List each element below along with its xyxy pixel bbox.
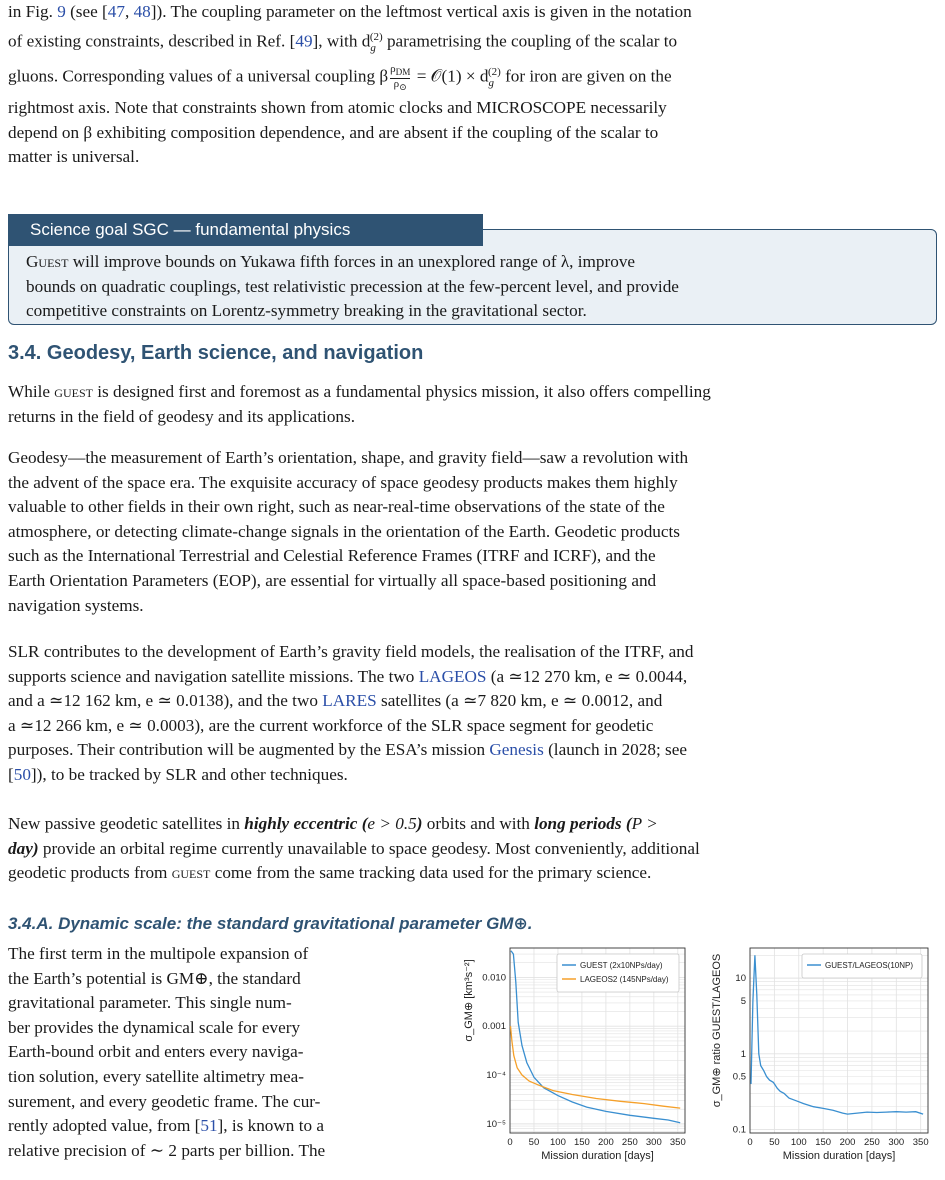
intro-paragraph: in Fig. 9 (see [47, 48]). The coupling parameter on the leftmost vertical axis is given in the notation of existing constraints, described in Ref. [49], with $d_g^{(2)}$ parametrising the coupling of the scalar to gluons. Corresponding values of a universal coupling β $\rho_{DM}$ $\rho_⊙$ = 𝒪(1) × $d_g^{(2)}$ for iron are given on the rightmost axis. Note that constraints shown from atomic clocks and MICROSCOPE necessarily depend on β exhibiting composition dependence, and are absent if the coupling of the scalar to matter is universal.	[8, 2, 692, 167]
x-tick-label: 100	[790, 1137, 807, 1148]
x-axis-label: Mission duration [days]	[541, 1150, 654, 1162]
x-tick-label: 250	[863, 1137, 880, 1148]
y-axis-label: σ_GM⊕ ratio GUEST/LAGEOS	[711, 953, 723, 1108]
y-tick-label: 10⁻⁴	[486, 1070, 506, 1082]
x-tick-label: 50	[528, 1137, 540, 1148]
paragraph-gm: The first term in the multipole expansion of the Earth’s potential is GM⊕, the standard gravitational parameter. This single num- ber provides the dynamical scale for every Earth-bound orbit and enters every naviga- tion solution, every satellite altimetry mea- surement, and every geodetic frame. The cur- rently adopted value, from [51], is known to a relative precision of ∼ 2 parts per billion. The	[8, 944, 326, 1160]
science-goal-title: Science goal SGC — fundamental physics	[8, 214, 483, 246]
x-axis-label: Mission duration [days]	[782, 1150, 896, 1162]
science-goal-text: Guest will improve bounds on Yukawa fifth forces in an unexplored range of λ, improve bounds on quadratic couplings, test relativistic precession at the few-percent level, and provide competitive constraints on Lorentz-symmetry breaking in the gravitational sector.	[26, 252, 679, 321]
x-tick-label: 300	[645, 1137, 662, 1148]
y-tick-label: 0.5	[732, 1071, 746, 1083]
figure-link[interactable]: 9	[57, 2, 66, 21]
y-tick-label: 0.001	[482, 1021, 506, 1033]
citation-link[interactable]: 47	[107, 2, 125, 21]
legend-label: LAGEOS2 (145NPs/day)	[580, 975, 669, 984]
y-tick-label: 1	[740, 1048, 746, 1060]
legend-box	[557, 954, 679, 992]
x-tick-label: 50	[769, 1137, 780, 1148]
x-tick-label: 150	[815, 1137, 832, 1148]
genesis-link[interactable]: Genesis	[489, 740, 544, 760]
x-tick-label: 150	[573, 1137, 590, 1148]
y-tick-label: 0.010	[482, 972, 506, 984]
density-ratio: $\rho_{DM}$ $\rho_⊙$	[390, 63, 411, 92]
chart-ratio	[711, 948, 929, 1162]
x-tick-label: 200	[597, 1137, 614, 1148]
citation-link[interactable]: 49	[295, 31, 313, 51]
x-tick-label: 300	[888, 1137, 905, 1148]
legend-label: GUEST/LAGEOS(10NP)	[825, 961, 914, 970]
x-tick-label: 100	[550, 1137, 566, 1148]
section-heading: 3.4. Geodesy, Earth science, and navigation	[8, 342, 424, 364]
y-tick-label: 5	[740, 995, 746, 1007]
citation-link[interactable]: 48	[133, 2, 151, 21]
x-tick-label: 350	[912, 1137, 929, 1148]
x-tick-label: 250	[621, 1137, 638, 1148]
x-tick-label: 0	[507, 1137, 513, 1148]
paragraph-geodesy: Geodesy—the measurement of Earth’s orientation, shape, and gravity field—saw a revolution with the advent of the space era. The exquisite accuracy of space geodesy products makes them highly valuable to other fields in their own right, such as near-real-time observations of the state of the atmosphere, or detecting climate-change signals in the orientation of the Earth. Geodetic products such as the International Terrestrial and Celestial Reference Frames (ITRF and ICRF), and the Earth Orientation Parameters (EOP), are essential for virtually all space-based positioning and navigation systems.	[8, 448, 689, 615]
subsection-heading: 3.4.A. Dynamic scale: the standard gravitational parameter GM⊕.	[8, 914, 533, 933]
lageos-link[interactable]: LAGEOS	[418, 666, 487, 686]
y-tick-label: 10	[735, 973, 746, 985]
x-tick-label: 200	[839, 1137, 856, 1148]
lares-link[interactable]: LARES	[322, 691, 377, 711]
series-line	[751, 955, 923, 1114]
y-tick-label: 0.1	[732, 1124, 746, 1136]
y-tick-label: 10⁻⁵	[486, 1118, 506, 1130]
paragraph-slr: SLR contributes to the development of Earth’s gravity field models, the realisation of the ITRF, and supports science and navigation satellite missions. The two LAGEOS (a ≃12 270 km, e ≃ 0.0044, and a ≃12 162 km, e ≃ 0.0138), and the two LARES satellites (a ≃7 820 km, e ≃ 0.0012, and a ≃12 266 km, e ≃ 0.0003), are the current workforce of the SLR space segment for geodetic purposes. Their contribution will be augmented by the ESA’s mission Genesis (launch in 2028; see [50]), to be tracked by SLR and other techniques.	[8, 642, 694, 784]
x-tick-label: 350	[669, 1137, 686, 1148]
x-tick-label: 0	[747, 1137, 753, 1148]
chart-gm-uncertainty	[463, 948, 686, 1162]
citation-link[interactable]: 51	[200, 1116, 218, 1136]
y-axis-label: σ_GM⊕ [km³s⁻²]	[463, 959, 475, 1042]
gm-uncertainty-figure	[450, 930, 940, 1175]
citation-link[interactable]: 50	[13, 764, 31, 784]
paragraph-intro-geodesy: While guest is designed first and foremost as a fundamental physics mission, it also offers compelling returns in the field of geodesy and its applications.	[8, 382, 711, 426]
series-line	[511, 1026, 681, 1108]
legend-label: GUEST (2x10NPs/day)	[580, 961, 663, 970]
paragraph-new-satellites: New passive geodetic satellites in highly eccentric (e > 0.5) orbits and with long periods (P > day) provide an orbital regime currently unavailable to space geodesy. Most conveniently, additional geodetic products from guest come from the same tracking data used for the primary science.	[8, 814, 700, 883]
